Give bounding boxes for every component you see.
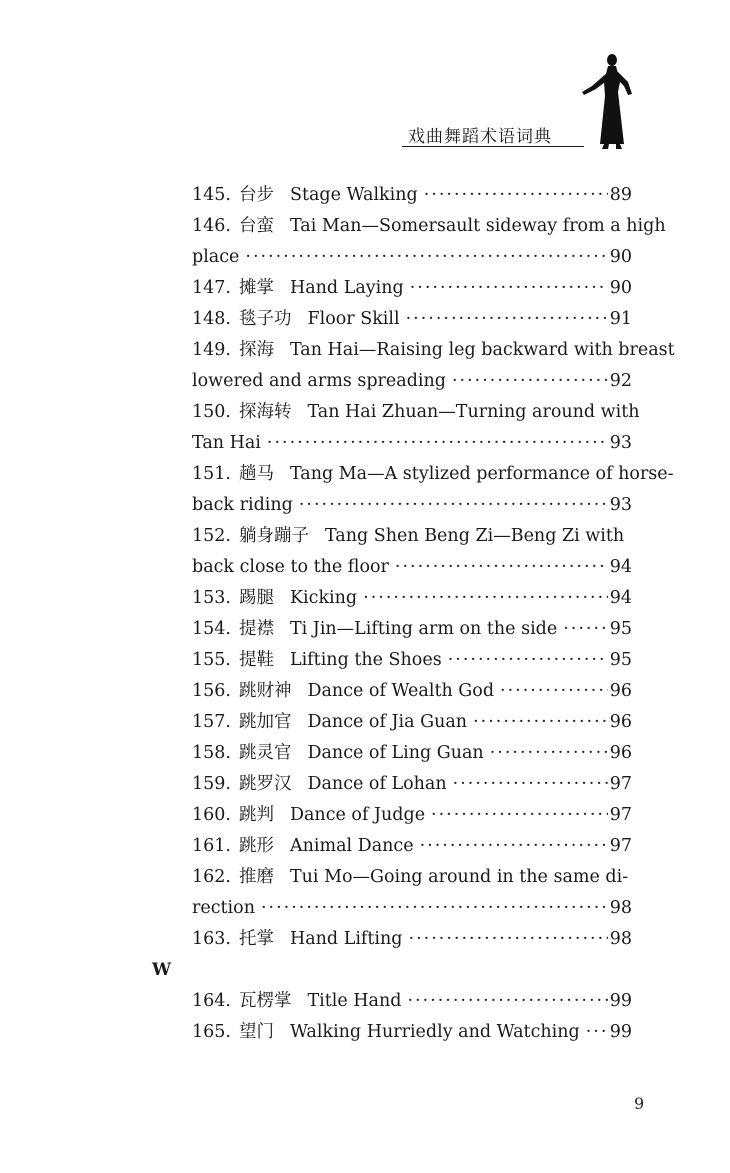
entry-chinese: 跳形 (238, 836, 274, 856)
entry-chinese: 探海 (238, 340, 274, 360)
entry-page: 91 (609, 309, 632, 329)
entry-chinese: 托掌 (238, 929, 274, 949)
dot-leader (448, 645, 608, 676)
entry-number: 162. (192, 867, 231, 887)
entry-english-continued: back riding (192, 495, 293, 515)
toc-list (152, 180, 675, 1048)
entry-page: 89 (609, 185, 632, 205)
section-letter-w: W (152, 960, 172, 980)
toc-entry-continuation (192, 893, 632, 924)
entry-number: 147. (192, 278, 231, 298)
entry-english: Dance of Wealth God (307, 681, 495, 701)
entry-page: 94 (609, 588, 632, 608)
entry-chinese: 跳罗汉 (238, 774, 292, 794)
entry-english-continued: rection (192, 898, 255, 918)
entry-english-continued: lowered and arms spreading (192, 371, 446, 391)
entry-english: Title Hand (307, 991, 402, 1011)
toc-entry (192, 459, 674, 490)
toc-entry-continuation (192, 552, 632, 583)
entry-english: Tan Hai—Raising leg backward with breast (289, 340, 675, 360)
entry-number: 152. (192, 526, 231, 546)
entry-number: 159. (192, 774, 231, 794)
entry-number: 150. (192, 402, 231, 422)
toc-entry (192, 831, 632, 862)
toc-entry (192, 211, 666, 242)
toc-entry (192, 769, 632, 800)
entry-number: 156. (192, 681, 231, 701)
toc-entry (192, 180, 632, 211)
dot-leader (410, 273, 608, 304)
entry-number: 148. (192, 309, 231, 329)
entry-number: 165. (192, 1022, 231, 1042)
entry-english: Lifting the Shoes (289, 650, 442, 670)
entry-number: 146. (192, 216, 231, 236)
entry-number: 161. (192, 836, 231, 856)
entry-english: Walking Hurriedly and Watching (289, 1022, 580, 1042)
entry-english: Animal Dance (289, 836, 414, 856)
dot-leader (453, 769, 608, 800)
entry-page: 90 (609, 278, 632, 298)
entry-chinese: 摊掌 (238, 278, 274, 298)
entry-chinese: 毯子功 (238, 309, 292, 329)
entry-english: Tang Shen Beng Zi—Beng Zi with (324, 526, 625, 546)
toc-entry (192, 924, 632, 955)
toc-entry (192, 1017, 632, 1048)
entry-page: 99 (609, 991, 632, 1011)
entry-chinese: 跳加官 (238, 712, 292, 732)
entry-page: 96 (609, 681, 632, 701)
dot-leader (245, 242, 607, 273)
entry-english: Floor Skill (307, 309, 400, 329)
toc-entry (192, 862, 632, 893)
entry-page: 92 (609, 371, 632, 391)
entry-english: Tai Man—Somersault sideway from a high (289, 216, 666, 236)
entry-page: 97 (609, 805, 632, 825)
toc-entry (192, 645, 632, 676)
entry-number: 157. (192, 712, 231, 732)
toc-entry (192, 583, 632, 614)
entry-english-continued: back close to the floor (192, 557, 389, 577)
entry-chinese: 推磨 (238, 867, 274, 887)
toc-entry (192, 707, 632, 738)
entry-number: 149. (192, 340, 231, 360)
dot-leader (406, 304, 608, 335)
entry-number: 153. (192, 588, 231, 608)
dot-leader (409, 924, 608, 955)
dot-leader (267, 428, 608, 459)
dot-leader (261, 893, 608, 924)
entry-chinese: 踢腿 (238, 588, 274, 608)
entry-english-continued: Tan Hai (192, 433, 261, 453)
entry-page: 95 (609, 619, 632, 639)
entry-chinese: 台步 (238, 185, 274, 205)
entry-chinese: 躺身蹦子 (238, 526, 309, 546)
running-header-title: 戏曲舞蹈术语词典 (408, 127, 552, 147)
entry-page: 93 (609, 495, 632, 515)
dot-leader (452, 366, 608, 397)
entry-number: 154. (192, 619, 231, 639)
toc-entry-continuation (192, 490, 632, 521)
entry-page: 95 (609, 650, 632, 670)
toc-entry (192, 397, 640, 428)
entry-english: Stage Walking (289, 185, 418, 205)
dot-leader (407, 986, 607, 1017)
entry-number: 155. (192, 650, 231, 670)
entry-chinese: 望门 (238, 1022, 274, 1042)
entry-number: 145. (192, 185, 231, 205)
entry-page: 96 (609, 743, 632, 763)
entry-english: Hand Laying (289, 278, 404, 298)
entry-english: Tang Ma—A stylized performance of horse- (289, 464, 674, 484)
toc-entry (192, 986, 632, 1017)
entry-page: 99 (609, 1022, 632, 1042)
dot-leader (424, 180, 608, 211)
dot-leader (563, 614, 607, 645)
entry-english: Ti Jin—Lifting arm on the side (289, 619, 558, 639)
entry-page: 98 (609, 898, 632, 918)
entry-number: 151. (192, 464, 231, 484)
entry-chinese: 跳判 (238, 805, 274, 825)
entry-english: Tui Mo—Going around in the same di- (289, 867, 629, 887)
entry-page: 90 (609, 247, 632, 267)
page-number: 9 (634, 1094, 645, 1113)
entry-page: 93 (609, 433, 632, 453)
entry-chinese: 台蛮 (238, 216, 274, 236)
toc-entry (192, 676, 632, 707)
entry-chinese: 瓦楞掌 (238, 991, 292, 1011)
entry-english: Tan Hai Zhuan—Turning around with (307, 402, 640, 422)
entry-chinese: 趟马 (238, 464, 274, 484)
dot-leader (299, 490, 608, 521)
dot-leader (500, 676, 608, 707)
entry-english: Hand Lifting (289, 929, 403, 949)
entry-english-continued: place (192, 247, 240, 267)
entry-english: Dance of Lohan (307, 774, 447, 794)
toc-entry (192, 800, 632, 831)
entry-chinese: 跳灵官 (238, 743, 292, 763)
toc-entry (192, 335, 675, 366)
dot-leader (431, 800, 608, 831)
dot-leader (586, 1017, 608, 1048)
entry-english: Dance of Jia Guan (307, 712, 468, 732)
toc-entry-continuation (192, 242, 632, 273)
toc-entry (192, 273, 632, 304)
entry-page: 97 (609, 836, 632, 856)
toc-entry-continuation (192, 428, 632, 459)
entry-number: 163. (192, 929, 231, 949)
entry-english: Dance of Judge (289, 805, 426, 825)
dot-leader (363, 583, 608, 614)
toc-entry (192, 738, 632, 769)
toc-entry (192, 304, 632, 335)
opera-dancer-figure-icon (578, 52, 638, 150)
toc-entry (192, 614, 632, 645)
entry-number: 158. (192, 743, 231, 763)
header-rule (402, 146, 584, 147)
entry-english: Dance of Ling Guan (307, 743, 484, 763)
entry-number: 160. (192, 805, 231, 825)
entry-chinese: 提襟 (238, 619, 274, 639)
dot-leader (420, 831, 608, 862)
entry-number: 164. (192, 991, 231, 1011)
entry-chinese: 跳财神 (238, 681, 292, 701)
toc-entry-continuation (192, 366, 632, 397)
entry-page: 98 (609, 929, 632, 949)
dot-leader (473, 707, 608, 738)
dot-leader (490, 738, 608, 769)
dot-leader (395, 552, 608, 583)
entry-english: Kicking (289, 588, 358, 608)
entry-chinese: 探海转 (238, 402, 292, 422)
entry-page: 96 (609, 712, 632, 732)
entry-page: 97 (609, 774, 632, 794)
entry-chinese: 提鞋 (238, 650, 274, 670)
entry-page: 94 (609, 557, 632, 577)
toc-entry (192, 521, 632, 552)
